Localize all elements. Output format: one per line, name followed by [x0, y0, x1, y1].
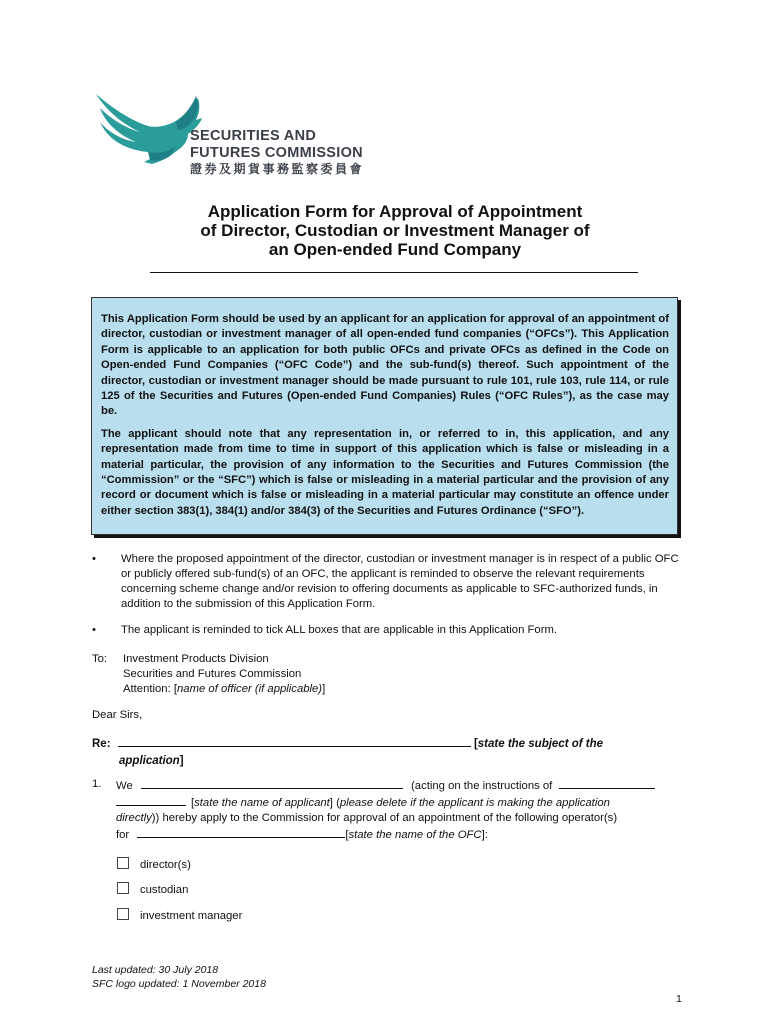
instructing-party-input-line-2[interactable]	[116, 794, 186, 806]
bullet-icon: •	[92, 553, 96, 565]
footer-notes	[92, 963, 266, 991]
attention-hint: name of officer (if applicable)	[177, 683, 323, 695]
addressee-division: Investment Products Division	[123, 653, 269, 665]
addressee-attention: Attention: [name of officer (if applicable)]	[123, 683, 326, 695]
reminder-text-2: The applicant is reminded to tick ALL boxes that are applicable in this Application Form.	[121, 624, 558, 636]
form-title-line3: an Open-ended Fund Company	[268, 240, 522, 259]
applicant-hint: state the name of applicant	[194, 797, 330, 809]
page-number: 1	[676, 993, 682, 1005]
logo-text-chinese: 證券及期貨事務監察委員會	[190, 162, 365, 176]
re-label: Re:	[92, 738, 111, 750]
option-label: director(s)	[140, 859, 191, 871]
option-label: investment manager	[140, 910, 243, 922]
reminder-bullet-1	[92, 552, 682, 612]
paragraph-number: 1.	[92, 778, 102, 790]
addressee-block	[123, 652, 325, 697]
option-custodian[interactable]	[117, 882, 188, 898]
to-label: To:	[92, 653, 108, 665]
checkbox-icon[interactable]	[117, 908, 129, 920]
subject-hint: state the subject of the	[477, 738, 604, 750]
instructing-party-input-line-1[interactable]	[559, 777, 655, 789]
notice-paragraph-2: The applicant should note that any representation in, or referred to in, this application, and any representation made from time to time in support of this application which is false or misleading in a material particular, the provision of any information to the Securities and Futures Commission (the “Commission” or the “SFC”) which is false or misleading in a material particular and the provision of any record or document which is false or misleading in a material particular may constitute an offence under either section 383(1), 384(1) and/or 384(3) of the Securities and Futures Ordinance (“SFO”).	[101, 427, 669, 517]
addressee-commission: Securities and Futures Commission	[123, 668, 302, 680]
subject-line: Re: [state the subject of the application]	[92, 735, 682, 770]
title-divider	[150, 272, 638, 273]
notice-paragraph-1: This Application Form should be used by an applicant for an application for approval of an appointment of director, custodian or investment manager of all open-ended fund companies (“OFCs”). This Application Form is applicable to an application for both public OFCs and private OFCs as defined in the Code on Open-ended Fund Companies (“OFC Code”) and the sub-fund(s) thereof. Such appointment of the director, custodian or investment manager should be made pursuant to rule 101, rule 103, rule 114, or rule 125 of the Securities and Futures (Open-ended Fund Companies) Rules (“OFC Rules”), as the case may be.	[101, 313, 669, 418]
bullet-icon: •	[92, 624, 96, 636]
checkbox-icon[interactable]	[117, 882, 129, 894]
option-investment-manager[interactable]	[117, 908, 242, 924]
last-updated: Last updated: 30 July 2018	[92, 964, 219, 976]
option-director[interactable]	[117, 857, 191, 873]
ofc-hint: state the name of the OFC	[348, 829, 482, 841]
application-paragraph-1: 1. We (acting on the instructions of [state the name of applicant] (please delete if the applicant is making the application directly)) hereby apply to the Commission for approval of an appointment of the following operator(s) for [state the name of the OFC]:	[92, 777, 682, 843]
form-title-line2: of Director, Custodian or Investment Manager of	[200, 221, 590, 240]
delete-hint: please delete if the applicant is making the application	[339, 797, 610, 809]
applicant-name-input-line[interactable]	[141, 777, 403, 789]
reminder-text-1: Where the proposed appointment of the director, custodian or investment manager is in respect of a public OFC or publicly offered sub-fund(s) of an OFC, the applicant is reminded to observe the relevant requirements concerning scheme change and/or revision to offering documents as applicable to SFC-authorized funds, in addition to the submission of this Application Form.	[121, 553, 679, 610]
salutation: Dear Sirs,	[92, 709, 143, 721]
logo-text-line1: SECURITIES AND	[190, 128, 317, 144]
logo-updated: SFC logo updated: 1 November 2018	[92, 978, 266, 990]
subject-input-line[interactable]	[118, 735, 471, 747]
logo-text-line2: FUTURES COMMISSION	[190, 145, 363, 161]
checkbox-icon[interactable]	[117, 857, 129, 869]
reminder-bullet-2	[92, 623, 682, 638]
notice-box	[91, 297, 678, 535]
option-label: custodian	[140, 884, 189, 896]
subject-hint-cont: application	[119, 755, 180, 767]
ofc-name-input-line[interactable]	[137, 826, 345, 838]
form-title-line1: Application Form for Approval of Appointment	[207, 202, 583, 221]
